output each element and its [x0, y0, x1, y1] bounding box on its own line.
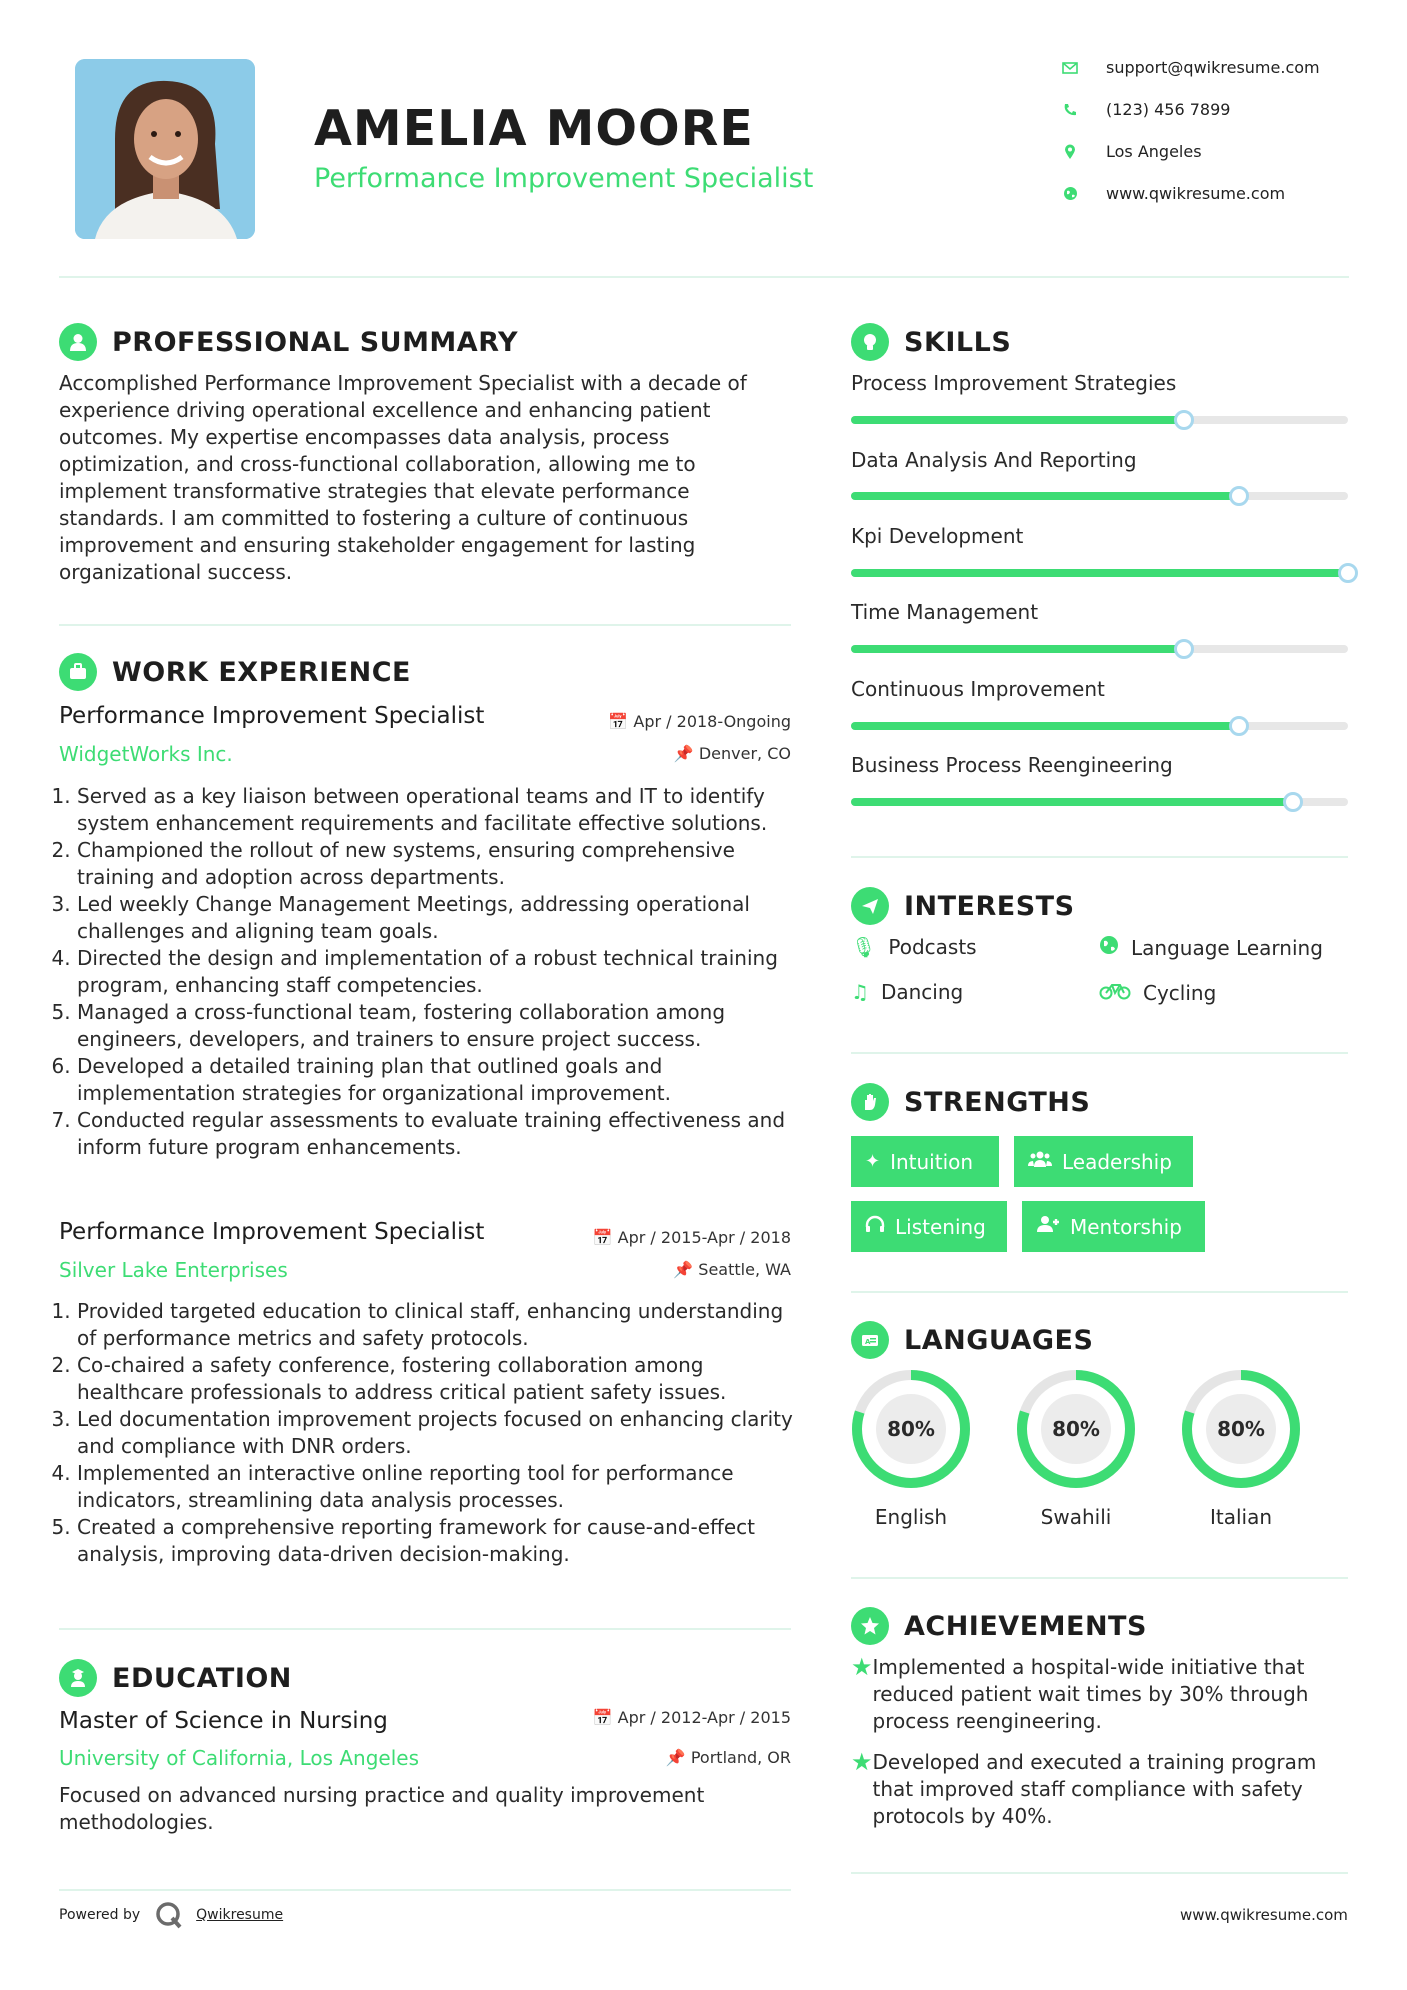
job-2-company: Silver Lake Enterprises — [59, 1258, 288, 1282]
job-1-location — [590, 744, 791, 763]
contact-website-text: www.qwikresume.com — [1106, 184, 1286, 203]
interest-item — [851, 980, 963, 1004]
pushpin-icon: 📌 — [673, 744, 694, 763]
interest-item — [1099, 980, 1216, 1005]
job-2-bullet: 1. Provided targeted education to clinical staff, enhancing understanding of performance metrics and safety protocols. — [77, 1298, 795, 1352]
education-location-text: Portland, OR — [690, 1748, 791, 1767]
qwikresume-link[interactable]: Qwikresume — [196, 1907, 284, 1923]
achievement-item — [851, 1654, 1348, 1735]
language-percent: 80% — [887, 1417, 935, 1441]
strength-label: Listening — [895, 1214, 986, 1239]
user-icon — [59, 323, 97, 361]
strengths-divider — [851, 1291, 1348, 1293]
skill-bar-fill — [851, 722, 1239, 730]
skill-bar-knob — [1338, 563, 1358, 583]
job-2-dates-text: Apr / 2015-Apr / 2018 — [617, 1228, 791, 1247]
job-1-location-text: Denver, CO — [698, 744, 791, 763]
summary-section-header — [59, 323, 518, 361]
job-1-dates-text: Apr / 2018-Ongoing — [633, 712, 791, 731]
job-1-bullet: 6. Developed a detailed training plan that outlined goals and implementation strategies for organizational improvement. — [77, 1053, 795, 1107]
experience-heading: WORK EXPERIENCE — [112, 656, 411, 688]
interest-label: Language Learning — [1131, 935, 1323, 960]
languages-divider — [851, 1577, 1348, 1579]
job-2-title: Performance Improvement Specialist — [59, 1219, 485, 1245]
strengths-heading: STRENGTHS — [904, 1086, 1091, 1118]
user-plus-icon — [1036, 1215, 1060, 1238]
skill-bar-fill — [851, 416, 1184, 424]
job-2-bullets — [55, 1298, 795, 1568]
job-1-bullet: 7. Conducted regular assessments to evaluate training effectiveness and inform future program enhancements. — [77, 1107, 795, 1161]
interest-label: Dancing — [880, 980, 964, 1004]
profile-photo — [75, 59, 255, 239]
interest-label: Podcasts — [888, 935, 977, 959]
interest-item — [1099, 935, 1323, 960]
job-1-bullet: 5. Managed a cross-functional team, fostering collaboration among engineers, developers, and trainers to ensure project success. — [77, 999, 795, 1053]
language-item — [1014, 1367, 1138, 1495]
job-1-company: WidgetWorks Inc. — [59, 742, 233, 766]
experience-divider — [59, 1628, 791, 1630]
summary-heading: PROFESSIONAL SUMMARY — [112, 326, 519, 358]
graduate-icon — [59, 1659, 97, 1697]
job-1-bullet: 1. Served as a key liaison between operational teams and IT to identify system enhancement requirements and facilitate effective solutions. — [77, 783, 795, 837]
language-label: Italian — [1209, 1505, 1273, 1529]
star-icon: ★ — [851, 1748, 873, 1776]
education-section-header — [59, 1659, 292, 1697]
skill-bar-knob — [1174, 639, 1194, 659]
skill-bar — [851, 645, 1348, 653]
skill-bar — [851, 722, 1348, 730]
footer-website[interactable]: www.qwikresume.com — [1180, 1906, 1348, 1924]
education-dates — [560, 1708, 791, 1727]
job-2-bullet: 2. Co-chaired a safety conference, fostering collaboration among healthcare professionals to address critical patient safety issues. — [77, 1352, 795, 1406]
contact-phone-text: (123) 456 7899 — [1106, 100, 1231, 119]
interests-divider — [851, 1052, 1348, 1054]
envelope-icon — [1050, 62, 1090, 74]
skills-divider — [851, 856, 1348, 858]
skill-bar-knob — [1283, 792, 1303, 812]
contact-location-text: Los Angeles — [1106, 142, 1202, 161]
achievement-text: Developed and executed a training program that improved staff compliance with safety protocols by 40%. — [872, 1750, 1317, 1828]
phone-icon — [1050, 103, 1090, 117]
briefcase-icon — [59, 653, 97, 691]
contact-location — [1050, 142, 1390, 161]
qwikresume-logo-icon — [154, 1900, 184, 1930]
language-percent: 80% — [1052, 1417, 1100, 1441]
candidate-name: AMELIA MOORE — [314, 100, 754, 157]
job-1-bullet: 4. Directed the design and implementation of a robust technical training program, enhancing staff competencies. — [77, 945, 795, 999]
interest-label: Cycling — [1143, 980, 1217, 1005]
skill-bar-fill — [851, 569, 1348, 577]
job-1-title: Performance Improvement Specialist — [59, 703, 485, 729]
bicycle-icon — [1099, 980, 1131, 1005]
job-1-bullets — [55, 783, 795, 1161]
language-percent: 80% — [1217, 1417, 1265, 1441]
pushpin-icon: 📌 — [665, 1748, 686, 1767]
skill-bar-fill — [851, 798, 1293, 806]
language-ring — [849, 1367, 973, 1491]
education-heading: EDUCATION — [112, 1662, 292, 1694]
globe-icon — [1099, 935, 1119, 960]
skills-section-header — [851, 323, 1011, 361]
contact-email-text: support@qwikresume.com — [1106, 58, 1320, 77]
contact-phone[interactable] — [1050, 100, 1390, 119]
svg-text:A: A — [865, 1338, 871, 1346]
strength-badge — [1022, 1201, 1205, 1252]
pushpin-icon: 📌 — [673, 1260, 694, 1279]
skill-bar — [851, 416, 1348, 424]
summary-text: Accomplished Performance Improvement Specialist with a decade of experience driving operational excellence and enhancing patient outcomes. My expertise encompasses data analysis, process optimization, and cross-functional collaboration, allowing me to implement transformative strategies that elevate performance standards. I am committed to fostering a culture of continuous improvement and ensuring stakeholder engagement for lasting organizational success. — [59, 371, 747, 584]
language-label: English — [874, 1505, 948, 1529]
job-2-bullet: 5. Created a comprehensive reporting framework for cause-and-effect analysis, improving data-driven decision-making. — [77, 1514, 795, 1568]
users-icon — [1028, 1150, 1052, 1173]
contact-website[interactable] — [1050, 184, 1390, 203]
skill-bar — [851, 798, 1348, 806]
education-school: University of California, Los Angeles — [59, 1746, 420, 1770]
language-card-icon — [851, 1321, 889, 1359]
calendar-icon: 📅 — [592, 1708, 613, 1727]
job-2-bullet: 4. Implemented an interactive online reporting tool for performance indicators, streamlining data analysis processes. — [77, 1460, 795, 1514]
job-2-dates — [560, 1228, 791, 1247]
interests-section-header — [851, 887, 1075, 925]
achievement-item — [851, 1749, 1348, 1830]
achievements-section-header — [851, 1607, 1147, 1645]
footer-powered-by — [59, 1900, 283, 1930]
star-icon: ★ — [851, 1653, 873, 1681]
calendar-icon: 📅 — [592, 1228, 613, 1247]
strength-label: Intuition — [890, 1149, 974, 1174]
summary-divider — [59, 624, 791, 626]
languages-section-header — [851, 1321, 1093, 1359]
headphones-icon — [865, 1215, 885, 1238]
avatar-illustration — [75, 59, 255, 239]
education-divider — [59, 1889, 791, 1891]
job-1-bullet: 2. Championed the rollout of new systems, ensuring comprehensive training and adoption across departments. — [77, 837, 795, 891]
language-item — [1179, 1367, 1303, 1495]
interests-heading: INTERESTS — [904, 890, 1075, 922]
experience-section-header — [59, 653, 411, 691]
strength-badge — [851, 1136, 999, 1187]
skill-bar — [851, 492, 1348, 500]
strengths-section-header — [851, 1083, 1090, 1121]
achievements-heading: ACHIEVEMENTS — [904, 1610, 1147, 1642]
strength-label: Leadership — [1062, 1149, 1172, 1174]
hand-icon — [851, 1083, 889, 1121]
star-badge-icon — [851, 1607, 889, 1645]
microphone-icon: 🎙 — [851, 935, 877, 959]
location-pin-icon — [1050, 144, 1090, 160]
language-item — [849, 1367, 973, 1495]
languages-heading: LANGUAGES — [904, 1324, 1094, 1356]
skill-bar-knob — [1229, 486, 1249, 506]
skill-bar-knob — [1229, 716, 1249, 736]
interest-item — [851, 935, 977, 959]
education-degree: Master of Science in Nursing — [59, 1708, 388, 1734]
job-1-dates — [590, 712, 791, 731]
skill-label: Business Process Reengineering — [851, 753, 1173, 777]
calendar-icon: 📅 — [608, 712, 629, 731]
magic-wand-icon: ✦ — [865, 1151, 881, 1172]
job-1-bullet: 3. Led weekly Change Management Meetings, addressing operational challenges and aligning team goals. — [77, 891, 795, 945]
paper-plane-icon — [851, 887, 889, 925]
skill-bar-fill — [851, 645, 1184, 653]
language-ring — [1014, 1367, 1138, 1491]
contact-email[interactable] — [1050, 58, 1390, 77]
candidate-title: Performance Improvement Specialist — [314, 163, 814, 194]
education-dates-text: Apr / 2012-Apr / 2015 — [617, 1708, 791, 1727]
globe-icon — [1050, 186, 1090, 201]
language-label: Swahili — [1040, 1505, 1112, 1529]
skill-bar-fill — [851, 492, 1239, 500]
skill-label: Process Improvement Strategies — [851, 371, 1177, 395]
skill-bar-knob — [1174, 410, 1194, 430]
achievements-divider — [851, 1872, 1348, 1874]
job-2-bullet: 3. Led documentation improvement projects focused on enhancing clarity and compliance with DNR orders. — [77, 1406, 795, 1460]
education-description: Focused on advanced nursing practice and quality improvement methodologies. — [59, 1783, 705, 1834]
strength-badge — [851, 1201, 1007, 1252]
skill-label: Continuous Improvement — [851, 677, 1105, 701]
skill-label: Time Management — [851, 600, 1039, 624]
skill-label: Kpi Development — [851, 524, 1024, 548]
job-2-location — [590, 1260, 791, 1279]
strength-badge — [1014, 1136, 1193, 1187]
strength-label: Mentorship — [1070, 1214, 1182, 1239]
language-ring — [1179, 1367, 1303, 1491]
skill-bar — [851, 569, 1348, 577]
job-2-location-text: Seattle, WA — [698, 1260, 791, 1279]
music-note-icon: ♫ — [851, 980, 869, 1004]
education-location — [590, 1748, 791, 1767]
powered-by-text: Powered by — [59, 1907, 141, 1923]
header-divider — [59, 276, 1349, 278]
skills-heading: SKILLS — [904, 326, 1012, 358]
lightbulb-icon — [851, 323, 889, 361]
achievement-text: Implemented a hospital-wide initiative that reduced patient wait times by 30% through process reengineering. — [872, 1655, 1309, 1733]
skill-label: Data Analysis And Reporting — [851, 448, 1137, 472]
